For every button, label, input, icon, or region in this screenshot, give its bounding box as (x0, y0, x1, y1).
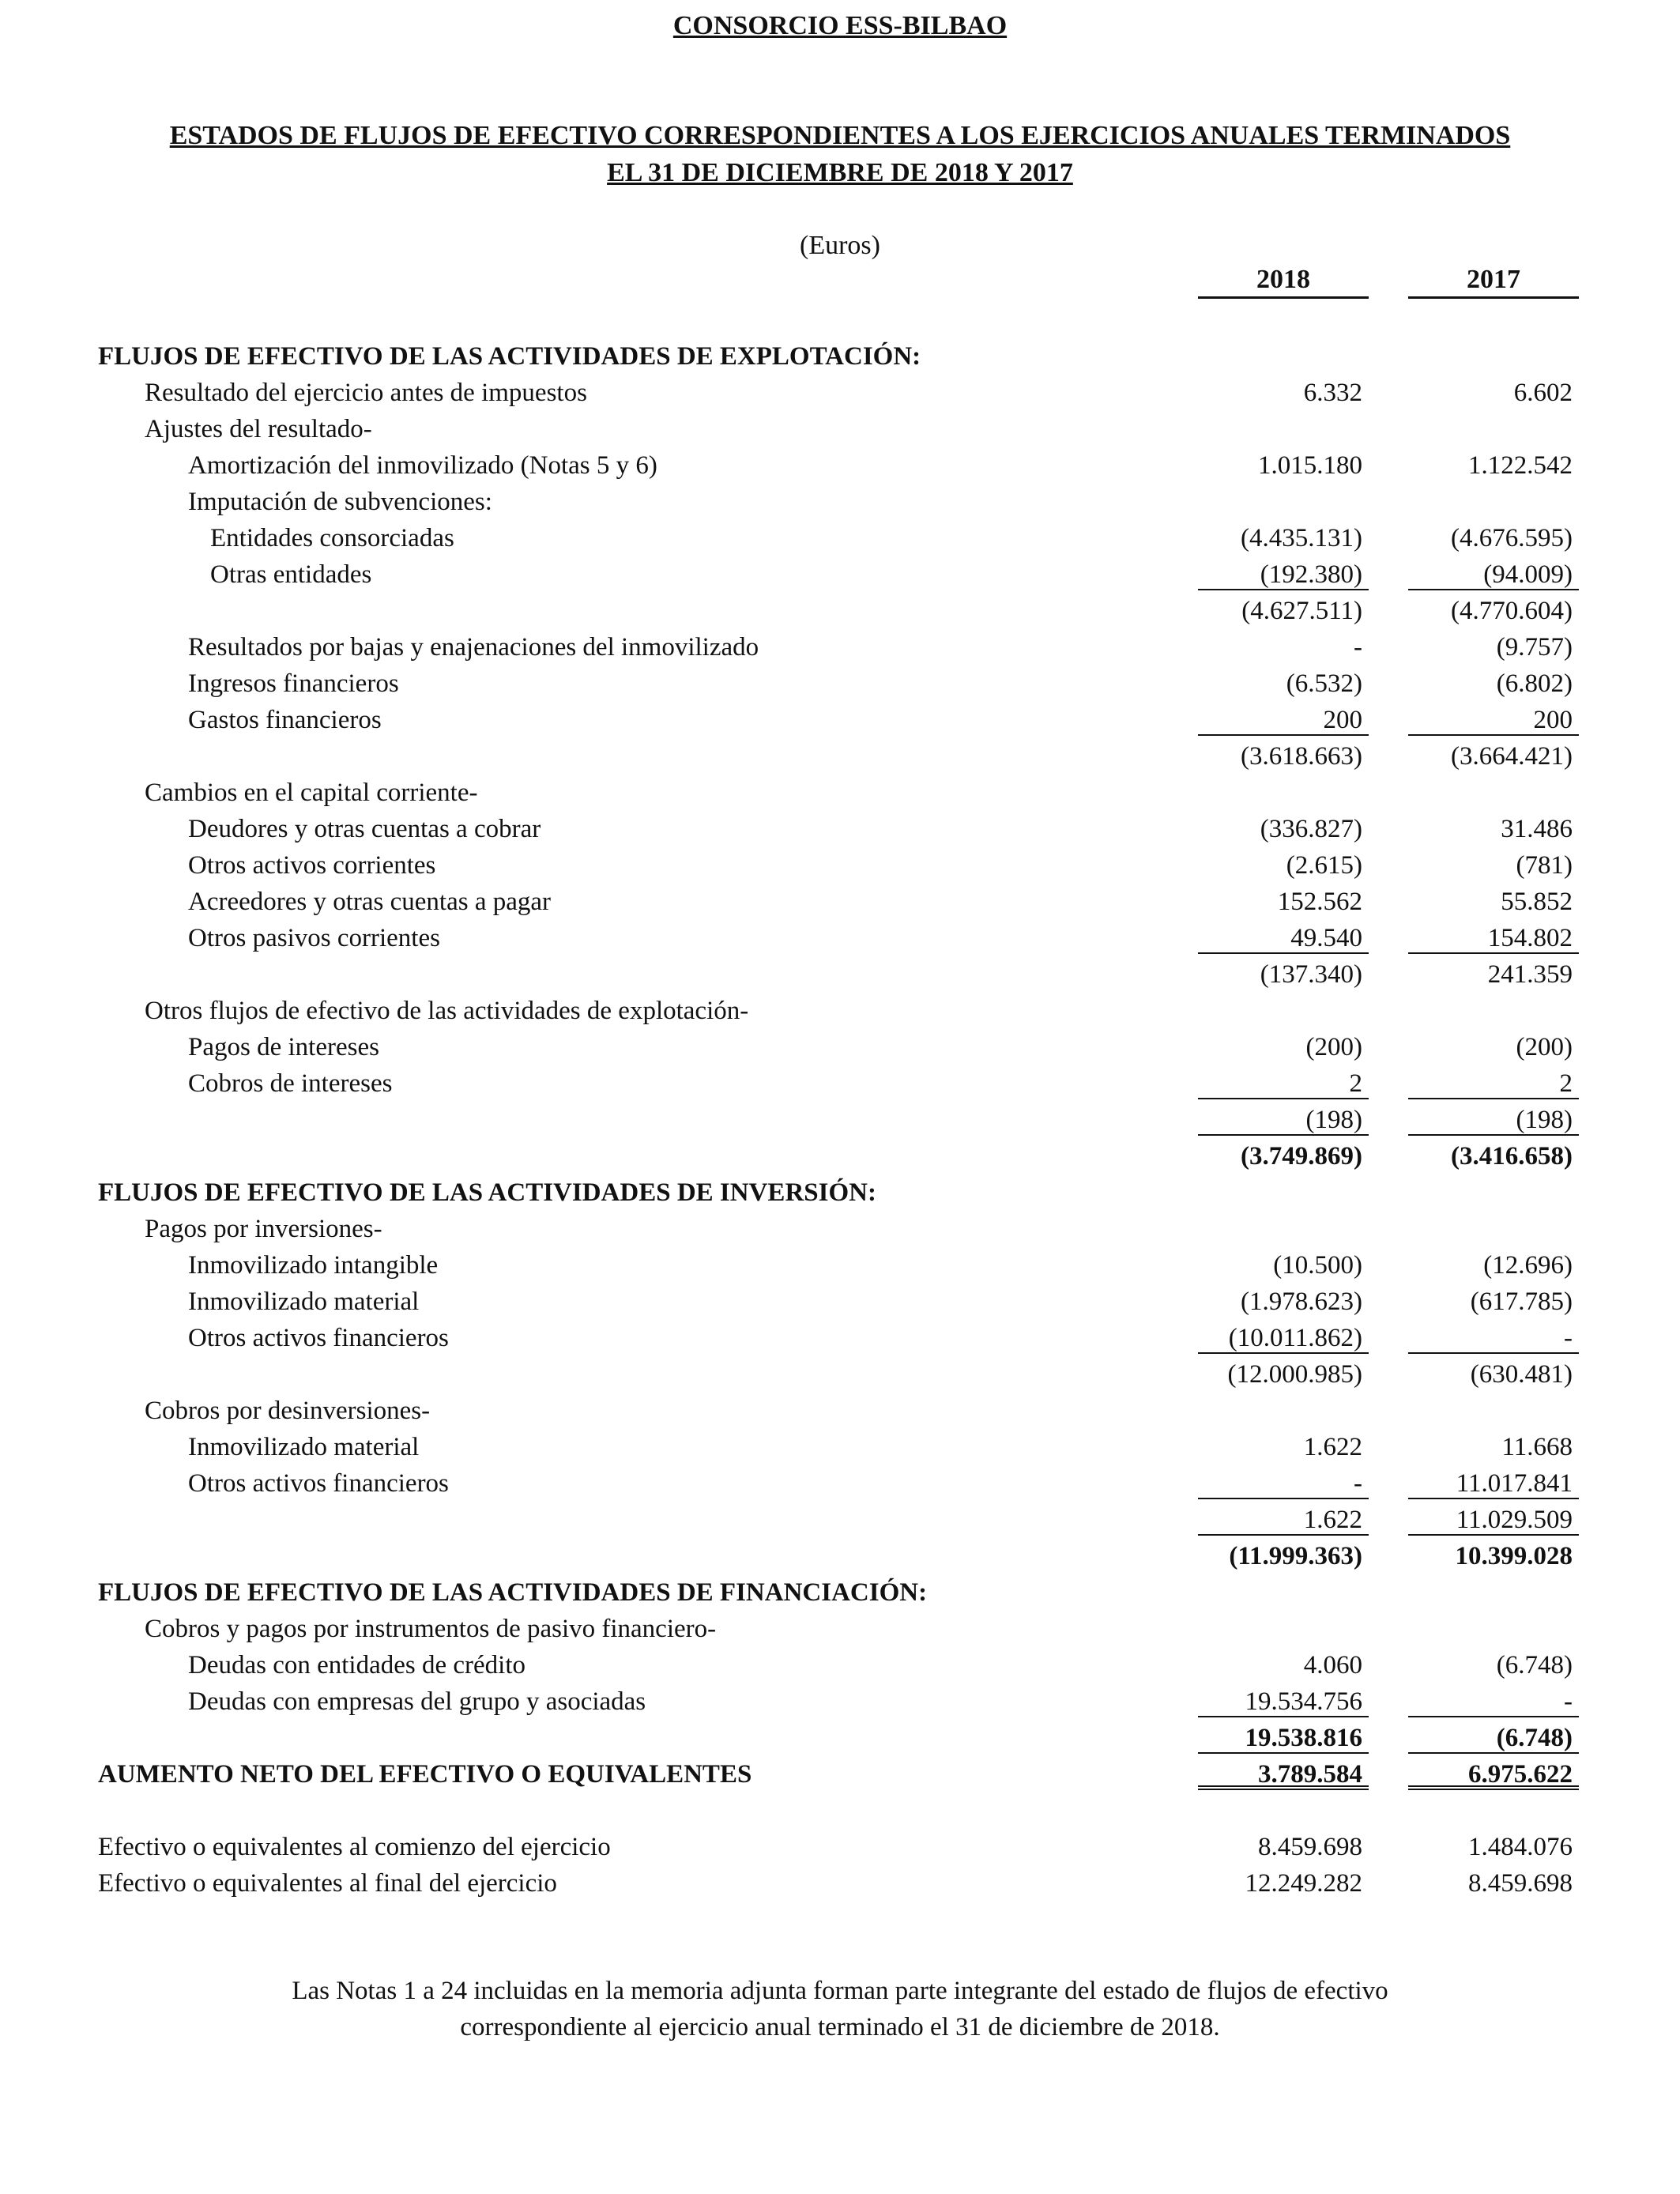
value-2018: 19.534.756 (1198, 1683, 1369, 1717)
value-2018: (200) (1305, 1033, 1362, 1061)
value-2017: 11.668 (1501, 1433, 1573, 1461)
value-2018: (192.380) (1198, 556, 1369, 590)
value-2017: 55.852 (1501, 888, 1573, 916)
table-row (0, 956, 1680, 993)
table-row (0, 1538, 1680, 1574)
value-2017: (6.748) (1408, 1720, 1579, 1754)
value-2017 (1408, 993, 1579, 1027)
table-row (0, 1284, 1680, 1320)
row-label: Resultados por bajas y enajenaciones del inmovilizado (188, 633, 759, 662)
row-label: Inmovilizado intangible (188, 1251, 439, 1280)
value-2017 (1408, 411, 1579, 445)
value-2018 (1198, 338, 1369, 372)
table-row (0, 1320, 1680, 1356)
value-2017 (1408, 338, 1579, 372)
value-2017: 1.484.076 (1468, 1833, 1573, 1861)
value-2018 (1198, 1574, 1369, 1608)
value-2018: (11.999.363) (1229, 1542, 1362, 1570)
currency-units: (Euros) (800, 231, 880, 260)
table-row (0, 1065, 1680, 1102)
value-2017: 154.802 (1408, 920, 1579, 954)
value-2018: (4.435.131) (1241, 524, 1362, 552)
value-2018: (336.827) (1260, 815, 1362, 843)
table-row (0, 629, 1680, 665)
table-row (0, 1465, 1680, 1502)
value-2018: (10.011.862) (1198, 1320, 1369, 1354)
value-2018: - (1354, 633, 1362, 662)
row-label: Otros activos financieros (188, 1469, 449, 1498)
row-label: Amortización del inmovilizado (Notas 5 y 6) (188, 451, 657, 480)
value-2017: 8.459.698 (1468, 1869, 1573, 1898)
row-label: Efectivo o equivalentes al comienzo del ejercicio (98, 1833, 611, 1861)
table-row (0, 520, 1680, 556)
row-label: FLUJOS DE EFECTIVO DE LAS ACTIVIDADES DE INVERSIÓN: (98, 1178, 876, 1207)
row-label: Inmovilizado material (188, 1433, 420, 1461)
table-row (0, 884, 1680, 920)
table-row (0, 1829, 1680, 1865)
footnote-line2: correspondiente al ejercicio anual terminado el 31 de diciembre de 2018. (460, 2013, 1220, 2041)
row-label: Pagos de intereses (188, 1033, 379, 1061)
value-2017: 6.975.622 (1408, 1756, 1579, 1790)
table-row (0, 1865, 1680, 1902)
table-row (0, 338, 1680, 375)
table-row (0, 593, 1680, 629)
table-row (0, 484, 1680, 520)
value-2017: (4.676.595) (1451, 524, 1573, 552)
value-2017: (617.785) (1470, 1287, 1573, 1316)
row-label: Acreedores y otras cuentas a pagar (188, 888, 552, 916)
table-row (0, 1647, 1680, 1683)
row-label: Otros flujos de efectivo de las actividades de explotación- (145, 997, 749, 1025)
value-2018: (10.500) (1273, 1251, 1362, 1280)
footnote-line1: Las Notas 1 a 24 incluidas en la memoria adjunta forman parte integrante del estado de flujos de efectivo (292, 1977, 1388, 2005)
table-row (0, 1211, 1680, 1247)
column-header-2018: 2018 (1198, 265, 1369, 299)
value-2018: 1.622 (1198, 1502, 1369, 1536)
value-2018 (1198, 1393, 1369, 1427)
value-2017 (1408, 1174, 1579, 1208)
row-label: Ajustes del resultado- (145, 415, 372, 443)
statement-title-line1: ESTADOS DE FLUJOS DE EFECTIVO CORRESPONDIENTES A LOS EJERCICIOS ANUALES TERMINADOS (169, 121, 1511, 150)
value-2017: (4.770.604) (1451, 597, 1573, 625)
value-2017: (9.757) (1496, 633, 1573, 662)
value-2018: 2 (1198, 1065, 1369, 1099)
row-label: Otras entidades (210, 560, 372, 589)
row-label: Cobros y pagos por instrumentos de pasivo financiero- (145, 1615, 717, 1643)
row-label: Efectivo o equivalentes al final del ejercicio (98, 1869, 557, 1898)
footnote (158, 1973, 1522, 2045)
value-2018 (1198, 1174, 1369, 1208)
value-2017: 6.602 (1513, 379, 1573, 407)
row-label: Cobros por desinversiones- (145, 1397, 431, 1425)
table-row (0, 1393, 1680, 1429)
value-2017 (1408, 484, 1579, 518)
value-2017 (1408, 1574, 1579, 1608)
row-label: Imputación de subvenciones: (188, 488, 492, 516)
value-2018: 6.332 (1303, 379, 1362, 407)
table-row (0, 1356, 1680, 1393)
table-row (0, 702, 1680, 738)
table-row (0, 738, 1680, 775)
row-label: Otros pasivos corrientes (188, 924, 440, 952)
value-2018: 4.060 (1303, 1651, 1362, 1679)
value-2017: (198) (1408, 1102, 1579, 1136)
table-row (0, 556, 1680, 593)
value-2018: (2.615) (1286, 851, 1362, 880)
row-label: Deudores y otras cuentas a cobrar (188, 815, 541, 843)
table-row (0, 1720, 1680, 1756)
table-row (0, 1611, 1680, 1647)
value-2018: 12.249.282 (1245, 1869, 1362, 1898)
value-2018: (198) (1198, 1102, 1369, 1136)
value-2017: (6.748) (1496, 1651, 1573, 1679)
table-row (0, 665, 1680, 702)
value-2017: 1.122.542 (1468, 451, 1573, 480)
row-label: FLUJOS DE EFECTIVO DE LAS ACTIVIDADES DE FINANCIACIÓN: (98, 1578, 928, 1607)
value-2018: (3.618.663) (1241, 742, 1362, 771)
value-2018 (1198, 775, 1369, 809)
table-row (0, 1102, 1680, 1138)
value-2017: 10.399.028 (1455, 1542, 1573, 1570)
value-2017: (94.009) (1408, 556, 1579, 590)
value-2017 (1408, 775, 1579, 809)
table-row (0, 811, 1680, 847)
value-2017: 11.017.841 (1408, 1465, 1579, 1499)
row-label: FLUJOS DE EFECTIVO DE LAS ACTIVIDADES DE EXPLOTACIÓN: (98, 342, 921, 371)
company-title: CONSORCIO ESS-BILBAO (672, 11, 1008, 40)
value-2018: (12.000.985) (1227, 1360, 1362, 1389)
table-row (0, 920, 1680, 956)
value-2018: 200 (1198, 702, 1369, 736)
row-label: Cambios en el capital corriente- (145, 778, 478, 807)
row-label: Gastos financieros (188, 706, 382, 734)
value-2017: 241.359 (1487, 960, 1573, 989)
value-2017: 2 (1408, 1065, 1579, 1099)
table-row (0, 1683, 1680, 1720)
value-2018: 3.789.584 (1198, 1756, 1369, 1790)
table-row (0, 447, 1680, 484)
value-2018 (1198, 484, 1369, 518)
value-2018: 1.015.180 (1258, 451, 1362, 480)
row-label: AUMENTO NETO DEL EFECTIVO O EQUIVALENTES (98, 1760, 752, 1789)
value-2017: (781) (1516, 851, 1573, 880)
row-label: Entidades consorciadas (210, 524, 454, 552)
value-2017: (630.481) (1470, 1360, 1573, 1389)
value-2018 (1198, 411, 1369, 445)
value-2017: (6.802) (1496, 669, 1573, 698)
row-label: Inmovilizado material (188, 1287, 420, 1316)
value-2018 (1198, 993, 1369, 1027)
value-2017: 31.486 (1501, 815, 1573, 843)
value-2017: (200) (1516, 1033, 1573, 1061)
value-2018 (1198, 1211, 1369, 1245)
table-row (0, 1502, 1680, 1538)
value-2018: 19.538.816 (1198, 1720, 1369, 1754)
value-2018: (4.627.511) (1241, 597, 1362, 625)
value-2018: 49.540 (1198, 920, 1369, 954)
value-2018: 152.562 (1277, 888, 1362, 916)
table-row (0, 847, 1680, 884)
value-2018: - (1198, 1465, 1369, 1499)
table-row (0, 1247, 1680, 1284)
table-row (0, 1574, 1680, 1611)
statement-title-line2: EL 31 DE DICIEMBRE DE 2018 Y 2017 (607, 158, 1073, 187)
table-row (0, 411, 1680, 447)
value-2017 (1408, 1211, 1579, 1245)
table-row (0, 775, 1680, 811)
row-label: Deudas con empresas del grupo y asociadas (188, 1687, 646, 1716)
value-2017: 200 (1408, 702, 1579, 736)
value-2017: (12.696) (1483, 1251, 1573, 1280)
row-label: Pagos por inversiones- (145, 1215, 382, 1243)
value-2018: 8.459.698 (1258, 1833, 1362, 1861)
value-2017 (1408, 1611, 1579, 1645)
column-header-2017: 2017 (1408, 265, 1579, 299)
row-label: Ingresos financieros (188, 669, 399, 698)
row-label: Cobros de intereses (188, 1069, 393, 1098)
value-2018: (6.532) (1286, 669, 1362, 698)
value-2017: (3.664.421) (1451, 742, 1573, 771)
table-row (0, 1756, 1680, 1793)
table-row (0, 1174, 1680, 1211)
value-2017: (3.416.658) (1451, 1142, 1573, 1171)
table-row (0, 993, 1680, 1029)
value-2017 (1408, 1393, 1579, 1427)
row-label: Otros activos financieros (188, 1324, 449, 1352)
value-2018: (3.749.869) (1241, 1142, 1362, 1171)
value-2018: (137.340) (1260, 960, 1362, 989)
row-label: Otros activos corrientes (188, 851, 436, 880)
table-row (0, 375, 1680, 411)
value-2018 (1198, 1611, 1369, 1645)
table-row (0, 1429, 1680, 1465)
row-label: Resultado del ejercicio antes de impuestos (145, 379, 587, 407)
row-label: Deudas con entidades de crédito (188, 1651, 526, 1679)
value-2017: 11.029.509 (1408, 1502, 1579, 1536)
table-row (0, 1138, 1680, 1174)
value-2017: - (1408, 1320, 1579, 1354)
value-2018: (1.978.623) (1241, 1287, 1362, 1316)
value-2018: 1.622 (1303, 1433, 1362, 1461)
table-row (0, 1029, 1680, 1065)
value-2017: - (1408, 1683, 1579, 1717)
